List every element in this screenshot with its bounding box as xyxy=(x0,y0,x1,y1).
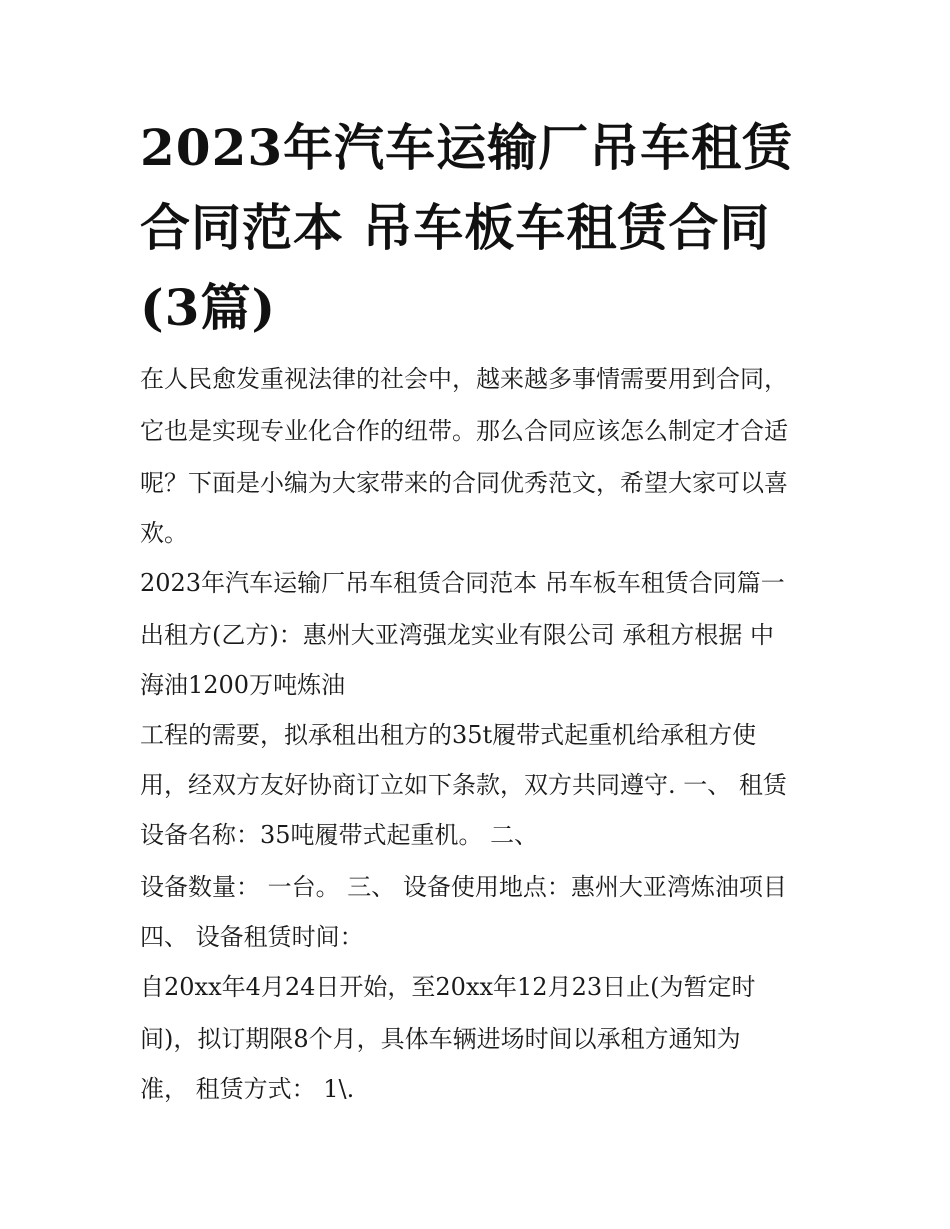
paragraph-line: 工程的需要，拟承租出租方的35t履带式起重机给承租方使 xyxy=(140,721,757,749)
paragraph-line: 设备数量： 一台。 三、 设备使用地点：惠州大亚湾炼油项目 xyxy=(140,873,787,901)
paragraph-line: 海油1200万吨炼油 xyxy=(140,671,346,699)
paragraph-line: 欢。 xyxy=(140,519,188,547)
paragraph-line: 四、 设备租赁时间： xyxy=(140,923,364,951)
paragraph-line: 准， 租赁方式： 1\. xyxy=(140,1075,355,1103)
paragraph-line: 间)，拟订期限8个月，具体车辆进场时间以承租方通知为 xyxy=(140,1025,741,1053)
paragraph-line: 它也是实现专业化合作的纽带。那么合同应该怎么制定才合适 xyxy=(140,417,788,445)
paragraph-line: 自20xx年4月24日开始，至20xx年12月23日止(为暂定时 xyxy=(140,973,756,1001)
paragraph-line: 呢？下面是小编为大家带来的合同优秀范文，希望大家可以喜 xyxy=(140,469,788,497)
paragraph-line: 出租方(乙方)：惠州大亚湾强龙实业有限公司 承租方根据 中 xyxy=(140,621,774,649)
paragraph-line: 用，经双方友好协商订立如下条款，双方共同遵守. 一、 租赁 xyxy=(140,771,787,799)
paragraph-line: 设备名称：35吨履带式起重机。 二、 xyxy=(140,821,539,849)
section-heading-line: 2023年汽车运输厂吊车租赁合同范本 吊车板车租赁合同篇一 xyxy=(140,569,785,597)
document-title: 2023年汽车运输厂吊车租赁合同范本 吊车板车租赁合同(3篇) xyxy=(140,118,794,337)
paragraph-line: 在人民愈发重视法律的社会中，越来越多事情需要用到合同， xyxy=(140,365,788,393)
